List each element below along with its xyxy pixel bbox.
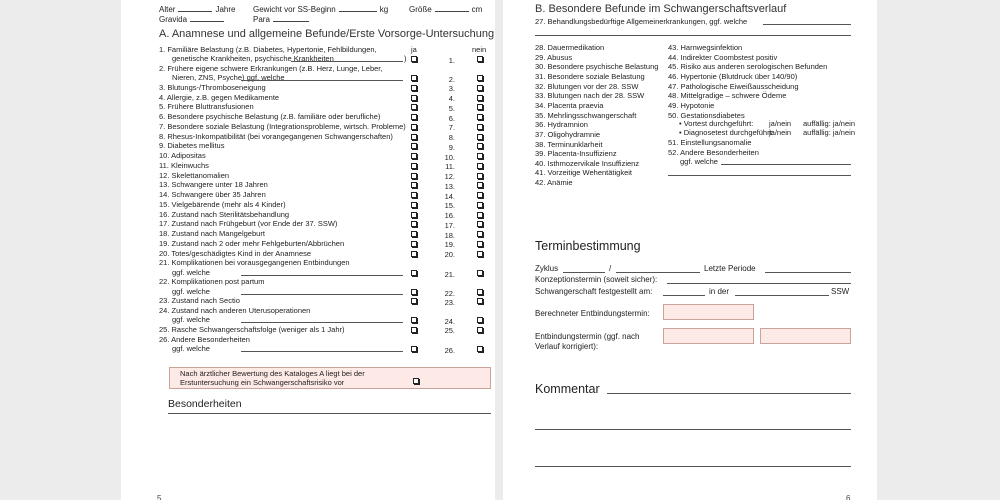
nein-checkbox[interactable] — [477, 182, 483, 188]
berechnet-label: Berechneter Entbindungstermin: — [535, 309, 650, 318]
konzeption-label: Konzeptionstermin (soweit sicher): — [535, 275, 658, 284]
vortest-auffaellig[interactable]: auffällig: ja/nein — [803, 119, 855, 128]
befund-item: 30. Besondere psychische Belastung — [535, 62, 659, 72]
ja-checkbox[interactable] — [411, 202, 417, 208]
befund-item: 49. Hypotonie — [668, 100, 715, 110]
item-27-line[interactable] — [763, 24, 851, 25]
anamnese-item-number: 7. — [448, 123, 455, 133]
festgestellt-ssw-line[interactable] — [735, 295, 829, 296]
nein-checkbox[interactable] — [477, 212, 483, 218]
ja-checkbox[interactable] — [411, 95, 417, 101]
festgestellt-label: Schwangerschaft festgestellt am: — [535, 287, 653, 296]
befund-item: 47. Pathologische Eiweißausscheidung — [668, 81, 799, 91]
anamnese-item-text: genetische Krankheiten, psychische Krankheiten — [172, 54, 334, 64]
zyklus-slash: / — [609, 264, 612, 273]
anamnese-item-line[interactable] — [241, 275, 403, 276]
anamnese-item-number: 2. — [448, 75, 455, 85]
height-field[interactable] — [409, 4, 482, 15]
anamnese-item-text: 21. Komplikationen bei vorausgegangenen Entbindungen — [159, 258, 350, 268]
ja-checkbox[interactable] — [411, 85, 417, 91]
ja-checkbox[interactable] — [411, 212, 417, 218]
ja-checkbox[interactable] — [411, 163, 417, 169]
item-51: 51. Einstellungsanomalie — [668, 138, 752, 147]
nein-checkbox[interactable] — [477, 95, 483, 101]
nein-checkbox[interactable] — [477, 173, 483, 179]
besonderheiten-heading: Besonderheiten — [168, 398, 242, 410]
anamnese-item-text: ggf. welche — [172, 315, 210, 325]
para-label: Para — [253, 15, 270, 24]
anamnese-item-number: 19. — [444, 240, 455, 250]
anamnese-item-text: ggf. welche — [172, 267, 210, 277]
ja-checkbox[interactable] — [411, 221, 417, 227]
anamnese-item-number: 16. — [444, 211, 455, 221]
gravida-line[interactable] — [190, 14, 224, 22]
ja-checkbox[interactable] — [411, 327, 417, 333]
nein-checkbox[interactable] — [477, 270, 483, 276]
item-52-line[interactable] — [721, 164, 851, 165]
ja-checkbox[interactable] — [411, 346, 417, 352]
anamnese-item-text: 1. Familiäre Belastung (z.B. Diabetes, Hypertonie, Fehlbildungen, — [159, 45, 377, 54]
anamnese-item-text: 19. Zustand nach 2 oder mehr Fehlgeburten/Abbrüchen — [159, 238, 345, 248]
nein-checkbox[interactable] — [477, 192, 483, 198]
nein-checkbox[interactable] — [477, 298, 483, 304]
befund-item: 46. Hypertonie (Blutdruck über 140/90) — [668, 71, 798, 81]
nein-checkbox[interactable] — [477, 163, 483, 169]
col-ja-header: ja — [411, 45, 417, 54]
befund-item: 50. Gestationsdiabetes — [668, 110, 745, 120]
page-right — [503, 0, 877, 500]
item-52-ggf: ggf. welche — [680, 157, 718, 166]
anamnese-item-text: 15. Vielgebärende (mehr als 4 Kinder) — [159, 199, 286, 209]
gravida-field[interactable] — [159, 14, 227, 25]
item-52: 52. Andere Besonderheiten — [668, 148, 759, 157]
befund-item: 29. Abusus — [535, 52, 573, 62]
entbindung-label-2: Verlauf korrigiert): — [535, 342, 599, 351]
vortest-label: • Vortest durchgeführt: — [679, 119, 754, 128]
nein-checkbox[interactable] — [477, 114, 483, 120]
befund-item: 43. Harnwegsinfektion — [668, 43, 743, 52]
section-b-title: B. Besondere Befunde im Schwangerschaftsverlauf — [535, 3, 787, 15]
nein-checkbox[interactable] — [477, 56, 483, 62]
nein-checkbox[interactable] — [477, 346, 483, 352]
anamnese-item-text: 7. Besondere soziale Belastung (Integrationsprobleme, wirtsch. Probleme) — [159, 121, 406, 131]
ja-checkbox[interactable] — [411, 143, 417, 149]
ja-checkbox[interactable] — [411, 173, 417, 179]
nein-checkbox[interactable] — [477, 153, 483, 159]
anamnese-item-suffix: ) — [404, 54, 407, 64]
ja-checkbox[interactable] — [411, 104, 417, 110]
risk-text-1: Nach ärztlicher Bewertung des Kataloges A liegt bei der — [180, 369, 365, 378]
anamnese-item-number: 25. — [444, 326, 455, 336]
terminbestimmung-heading: Terminbestimmung — [535, 239, 641, 253]
anamnese-item-line[interactable] — [241, 322, 403, 323]
befund-item: 35. Mehrlingsschwangerschaft — [535, 110, 637, 120]
item-27: 27. Behandlungsbedürftige Allgemeinerkrankungen, ggf. welche — [535, 17, 748, 26]
befund-item: 28. Dauermedikation — [535, 43, 605, 52]
kg-label: kg — [379, 5, 389, 14]
item-27-line-2[interactable] — [535, 35, 851, 36]
anamnese-item-text: 20. Totes/geschädigtes Kind in der Anamnese — [159, 248, 312, 258]
anamnese-item-text: 24. Zustand nach anderen Uterusoperationen — [159, 305, 311, 315]
ja-checkbox[interactable] — [411, 124, 417, 130]
ja-checkbox[interactable] — [411, 192, 417, 198]
anamnese-item-number: 11. — [445, 162, 455, 172]
nein-checkbox[interactable] — [477, 85, 483, 91]
para-line[interactable] — [273, 14, 309, 22]
anamnese-item-number: 23. — [444, 297, 455, 307]
weight-label: Gewicht vor SS-Beginn — [253, 5, 336, 14]
befund-item: 33. Blutungen nach der 28. SSW — [535, 91, 645, 101]
anamnese-item-number: 22. — [444, 288, 455, 298]
para-field[interactable] — [253, 14, 312, 25]
anamnese-item-text: 22. Komplikationen post partum — [159, 277, 265, 287]
ja-checkbox[interactable] — [411, 182, 417, 188]
zyklus-line-2[interactable] — [616, 272, 700, 273]
anamnese-item-text: 8. Rhesus-Inkompatibilität (bei vorangegangenen Schwangerschaften) — [159, 131, 393, 141]
befund-item: 44. Indirekter Coombstest positiv — [668, 52, 778, 62]
nein-checkbox[interactable] — [477, 317, 483, 323]
kommentar-line-2[interactable] — [535, 429, 851, 430]
berechnet-input[interactable] — [663, 304, 754, 320]
anamnese-item-number: 24. — [444, 317, 455, 327]
ja-checkbox[interactable] — [411, 114, 417, 120]
ssw-label: SSW — [831, 287, 850, 296]
anamnese-item-number: 8. — [448, 133, 455, 143]
nein-checkbox[interactable] — [477, 124, 483, 130]
anamnese-item-line[interactable] — [241, 351, 403, 352]
anamnese-item-text: 6. Besondere psychische Belastung (z.B. familiäre oder berufliche) — [159, 112, 381, 122]
nein-checkbox[interactable] — [477, 289, 483, 295]
anamnese-item-number: 20. — [444, 250, 455, 260]
nein-checkbox[interactable] — [477, 143, 483, 149]
item-52-line-2[interactable] — [668, 175, 851, 176]
anamnese-item-text: 14. Schwangere über 35 Jahren — [159, 190, 266, 200]
anamnese-item-text: ggf. welche — [172, 343, 210, 353]
anamnese-item-number: 26. — [444, 345, 455, 355]
anamnese-item-text: 3. Blutungs-/Thromboseneigung — [159, 82, 266, 92]
diagnosetest-janein[interactable]: ja/nein — [769, 128, 792, 137]
festgestellt-date-line[interactable] — [663, 295, 705, 296]
anamnese-item-text: 17. Zustand nach Frühgeburt (vor Ende der 37. SSW) — [159, 219, 338, 229]
anamnese-item-text: 10. Adipositas — [159, 151, 206, 161]
anamnese-item-number: 15. — [444, 201, 455, 211]
ja-checkbox[interactable] — [411, 289, 417, 295]
ja-checkbox[interactable] — [411, 270, 417, 276]
anamnese-item-text: 16. Zustand nach Sterilitätsbehandlung — [159, 209, 290, 219]
in-der-label: in der — [709, 287, 730, 296]
anamnese-item-text: 13. Schwangere unter 18 Jahren — [159, 180, 268, 190]
letzte-periode-label: Letzte Periode — [704, 264, 756, 273]
entbindung-label-1: Entbindungstermin (ggf. nach — [535, 332, 640, 341]
section-a-title: A. Anamnese und allgemeine Befunde/Erste Vorsorge-Untersuchung — [159, 28, 495, 40]
anamnese-item-number: 21. — [444, 269, 455, 279]
ja-checkbox[interactable] — [411, 251, 417, 257]
ja-checkbox[interactable] — [411, 153, 417, 159]
weight-line[interactable] — [339, 4, 377, 12]
befund-item: 36. Hydramnion — [535, 120, 588, 130]
anamnese-item-number: 9. — [448, 142, 455, 152]
befund-item: 48. Mittelgradige – schwere Ödeme — [668, 91, 787, 101]
anamnese-item-number: 17. — [444, 220, 455, 230]
befund-item: 31. Besondere soziale Belastung — [535, 71, 645, 81]
height-line[interactable] — [435, 4, 469, 12]
anamnese-item-number: 18. — [444, 230, 455, 240]
ja-checkbox[interactable] — [411, 75, 417, 81]
anamnese-item-number: 12. — [444, 172, 455, 182]
anamnese-item-number: 6. — [448, 113, 455, 123]
anamnese-item-text: 11. Kleinwuchs — [159, 160, 209, 170]
kommentar-line-1[interactable] — [607, 393, 851, 394]
page-number-left: 5 — [157, 494, 162, 500]
anamnese-item-number: 3. — [448, 84, 455, 94]
anamnese-item-text: ggf. welche — [172, 286, 210, 296]
zyklus-label: Zyklus — [535, 264, 559, 273]
zyklus-line-1[interactable] — [563, 272, 605, 273]
page-number-right: 6 — [846, 494, 851, 500]
befund-item: 40. Isthmozervikale Insuffizienz — [535, 158, 640, 168]
nein-checkbox[interactable] — [477, 327, 483, 333]
nein-checkbox[interactable] — [477, 75, 483, 81]
nein-checkbox[interactable] — [477, 202, 483, 208]
anamnese-item-text: Nieren, ZNS, Psyche) ggf. welche — [172, 73, 285, 83]
anamnese-item-text: 2. Frühere eigene schwere Erkrankungen (z.B. Herz, Lunge, Leber, — [159, 63, 383, 73]
nein-checkbox[interactable] — [477, 134, 483, 140]
anamnese-item-text: 23. Zustand nach Sectio — [159, 296, 240, 306]
gravida-label: Gravida — [159, 15, 188, 24]
risk-text-2: Erstuntersuchung ein Schwangerschaftsrisiko vor — [180, 378, 345, 387]
anamnese-item-text: 9. Diabetes mellitus — [159, 141, 225, 151]
anamnese-item-text: 4. Allergie, z.B. gegen Medikamente — [159, 92, 280, 102]
befund-item: 45. Risiko aus anderen serologischen Befunden — [668, 62, 828, 72]
befund-item: 32. Blutungen vor der 28. SSW — [535, 81, 639, 91]
anamnese-item-line[interactable] — [241, 294, 403, 295]
anamnese-item-number: 5. — [448, 103, 455, 113]
anamnese-item-number: 10. — [444, 152, 455, 162]
anamnese-item-text: 26. Andere Besonderheiten — [159, 334, 250, 344]
befund-item: 34. Placenta praevia — [535, 100, 604, 110]
height-label: Größe — [409, 5, 432, 14]
ja-checkbox[interactable] — [411, 56, 417, 62]
entbindung-input-2[interactable] — [760, 328, 851, 344]
anamnese-item-text: 25. Rasche Schwangerschaftsfolge (weniger als 1 Jahr) — [159, 324, 345, 334]
konzeption-line[interactable] — [667, 283, 851, 284]
vortest-janein[interactable]: ja/nein — [769, 119, 792, 128]
anamnese-item-text: 5. Frühere Bluttransfusionen — [159, 102, 254, 112]
befund-item: 37. Oligohydramnie — [535, 129, 601, 139]
age-label: Alter — [159, 5, 176, 14]
nein-checkbox[interactable] — [477, 221, 483, 227]
befund-item: 39. Placenta-Insuffizienz — [535, 149, 617, 159]
diagnosetest-label: • Diagnosetest durchgeführt: — [679, 128, 774, 137]
anamnese-item-line[interactable] — [241, 80, 403, 81]
page-left — [121, 0, 495, 500]
age-line[interactable] — [178, 4, 212, 12]
befund-item: 38. Terminunklarheit — [535, 139, 603, 149]
kommentar-line-3[interactable] — [535, 466, 851, 467]
besonderheiten-line[interactable] — [168, 413, 491, 414]
letzte-periode-line[interactable] — [765, 272, 851, 273]
nein-checkbox[interactable] — [477, 231, 483, 237]
ja-checkbox[interactable] — [411, 298, 417, 304]
ja-checkbox[interactable] — [411, 231, 417, 237]
diagnosetest-auffaellig[interactable]: auffällig: ja/nein — [803, 128, 855, 137]
risk-checkbox[interactable] — [413, 378, 419, 384]
anamnese-item-text: 18. Zustand nach Mangelgeburt — [159, 229, 265, 239]
nein-checkbox[interactable] — [477, 241, 483, 247]
col-nein-header: nein — [472, 45, 487, 54]
anamnese-item-number: 4. — [448, 94, 455, 104]
nein-checkbox[interactable] — [477, 104, 483, 110]
anamnese-item-text: 12. Skelettanomalien — [159, 170, 230, 180]
anamnese-item-number: 14. — [444, 191, 455, 201]
entbindung-input-1[interactable] — [663, 328, 754, 344]
years-label: Jahre — [215, 5, 236, 14]
anamnese-item-number: 1. — [448, 56, 455, 66]
befund-item: 42. Anämie — [535, 178, 573, 188]
cm-label: cm — [471, 5, 483, 14]
befund-item: 41. Vorzeitige Wehentätigkeit — [535, 168, 633, 178]
anamnese-item-line[interactable] — [291, 61, 403, 62]
ja-checkbox[interactable] — [411, 134, 417, 140]
ja-checkbox[interactable] — [411, 317, 417, 323]
nein-checkbox[interactable] — [477, 251, 483, 257]
risk-summary-box — [169, 367, 491, 389]
anamnese-item-number: 13. — [444, 181, 455, 191]
ja-checkbox[interactable] — [411, 241, 417, 247]
kommentar-heading: Kommentar — [535, 382, 600, 396]
